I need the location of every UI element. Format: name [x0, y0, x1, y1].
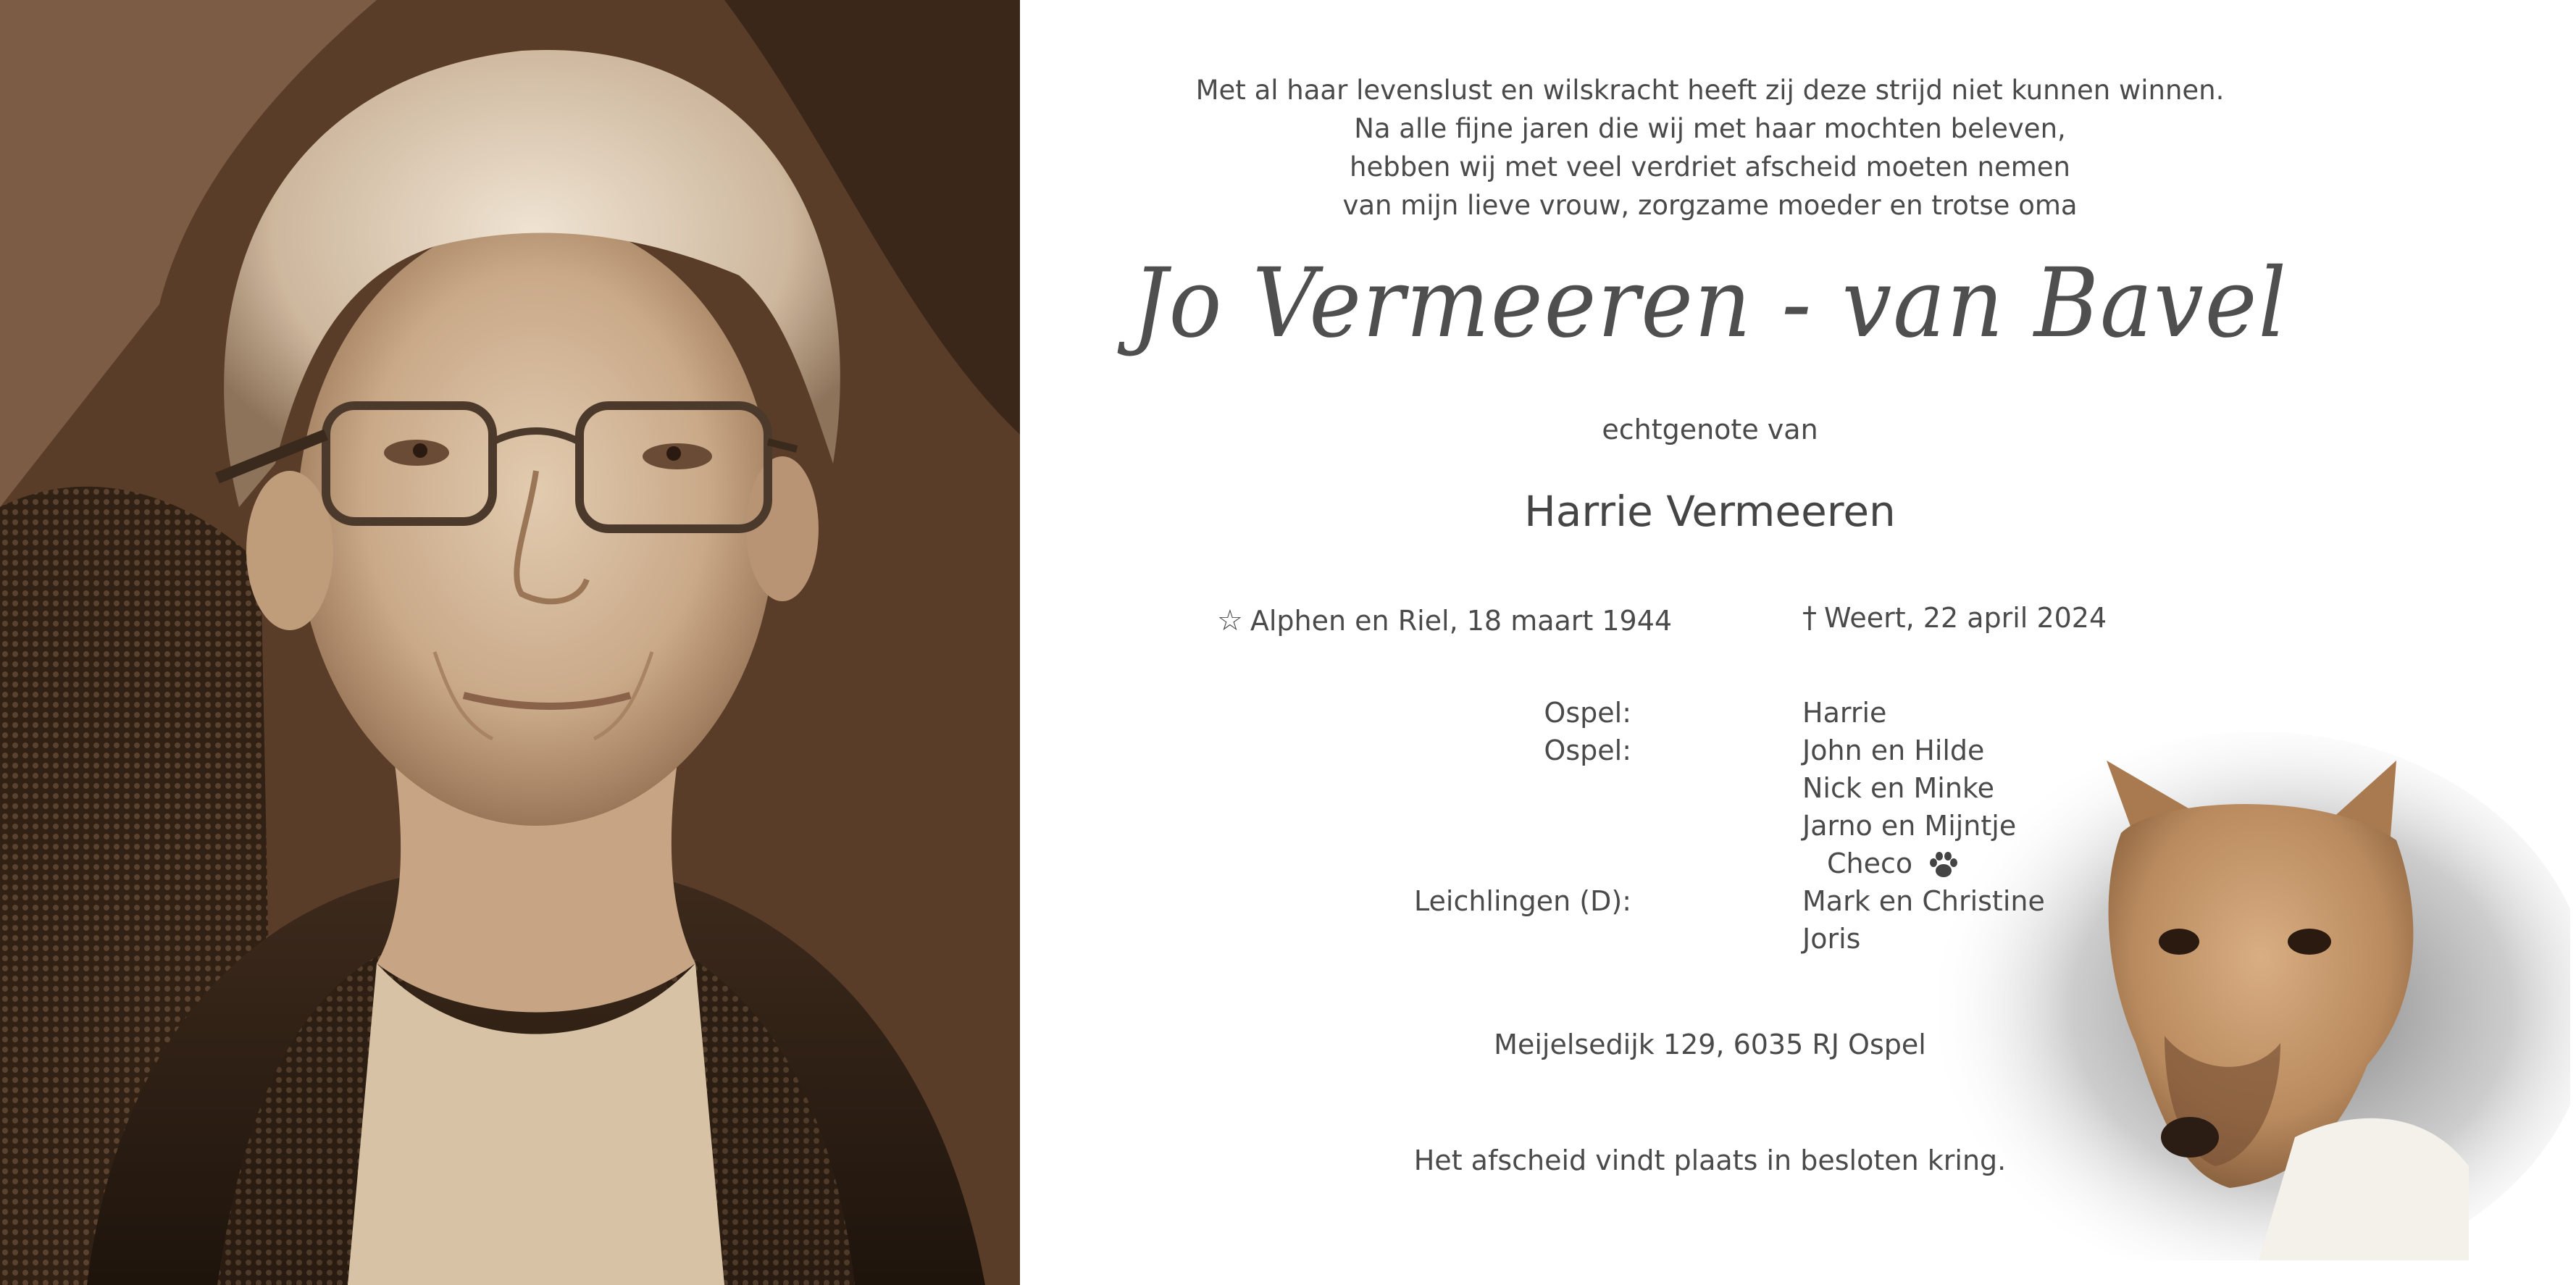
family-member: Jarno en Mijntje	[1802, 810, 2017, 842]
family-place	[1020, 920, 1631, 958]
intro-line: Na alle fijne jaren die wij met haar mochten beleven,	[1354, 113, 2066, 144]
cross-icon: †	[1802, 601, 1817, 635]
spouse-name: Harrie Vermeeren	[1524, 487, 1896, 536]
birth-line	[1217, 604, 1672, 637]
pet-name: Checo	[1827, 847, 1913, 879]
family-pet	[1802, 845, 1959, 882]
star-icon: ☆	[1217, 604, 1243, 637]
portrait-illustration	[0, 0, 1020, 1285]
intro-line: Met al haar levenslust en wilskracht heeft zij deze strijd niet kunnen winnen.	[1195, 75, 2225, 106]
address: Meijelsedijk 129, 6035 RJ Ospel	[1494, 1029, 1926, 1060]
paw-print-icon	[1928, 851, 1959, 880]
family-place	[1020, 769, 1631, 807]
family-place	[1020, 807, 1631, 845]
intro-text	[1020, 71, 2400, 225]
family-member: Mark en Christine	[1802, 885, 2045, 917]
birth-text: Alphen en Riel, 18 maart 1944	[1250, 605, 1673, 637]
intro-line: hebben wij met veel verdriet afscheid moeten nemen	[1350, 151, 2070, 183]
family-member: Harrie	[1802, 697, 1887, 729]
family-place	[1020, 845, 1631, 882]
family-member: Joris	[1802, 923, 1861, 955]
family-place: Ospel:	[1544, 697, 1631, 729]
family-place: Ospel:	[1544, 734, 1631, 766]
intro-line: van mijn lieve vrouw, zorgzame moeder en trotse oma	[1342, 190, 2078, 221]
portrait-photo	[0, 0, 1020, 1285]
family-place: Leichlingen (D):	[1414, 885, 1631, 917]
death-text: Weert, 22 april 2024	[1824, 602, 2107, 634]
closing-text: Het afscheid vindt plaats in besloten kring.	[1413, 1144, 2007, 1176]
death-line	[1802, 601, 2107, 635]
family-member: John en Hilde	[1802, 734, 1985, 766]
obituary-card	[1020, 0, 2576, 1285]
deceased-name: Jo Vermeeren - van Bavel	[1132, 248, 2288, 359]
family-member: Nick en Minke	[1802, 772, 1994, 804]
spouse-label: echtgenote van	[1602, 414, 1818, 445]
